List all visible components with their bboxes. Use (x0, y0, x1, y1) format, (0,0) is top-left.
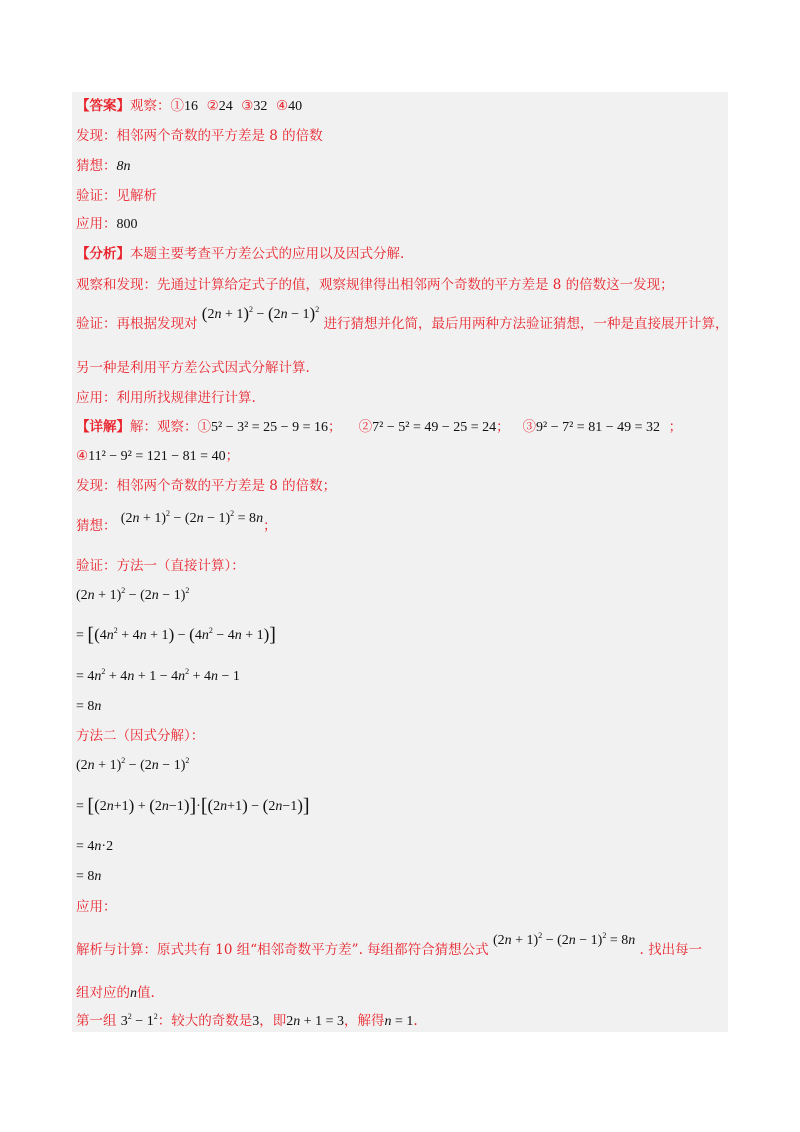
method2-title: 方法二（因式分解）： (76, 728, 205, 744)
analysis-verify-cont: 另一种是利用平方差公式因式分解计算. (76, 360, 310, 376)
answer-mark-3: ③ (241, 98, 254, 114)
apply-explain-b: 组对应的 (76, 985, 130, 1001)
method1-title: 验证：方法一（直接计算）： (76, 558, 245, 574)
apply-label: 应用： (76, 216, 117, 232)
method1-step-1: $(2n + 1)^2 - (2n - 1)^2$ (76, 586, 190, 603)
detail-guess-formula: $(2n + 1)^2 - (2n - 1)^2 = 8n$ (120, 509, 264, 526)
analysis-verify-suffix: 进行猜想并化简，最后用两种方法验证猜想，一种是直接展开计算， (323, 316, 729, 332)
answer-value-1: 16 (184, 99, 198, 114)
detail-lead: 解：观察： (130, 419, 198, 435)
group1-text3: ，解得 (344, 1013, 385, 1029)
group1-text2: ，即 (259, 1013, 287, 1029)
detail-apply-label: 应用： (76, 899, 117, 915)
detail-calc-3: 9² − 7² = 81 − 49 = 32 (536, 420, 660, 435)
analysis-observe-line: 观察和发现：先通过计算给定式子的值，观察规律得出相邻两个奇数的平方差是 8 的倍数这一发现； (76, 277, 674, 293)
detail-mark-4: ④ (76, 448, 89, 464)
detail-calc-4: 11² − 9² = 121 − 81 = 40 (88, 449, 226, 464)
analysis-tag: 【分析】 (76, 246, 130, 262)
discover-label: 发现： (76, 128, 117, 144)
verify-label: 验证： (76, 188, 117, 204)
detail-guess-line (76, 509, 277, 536)
discover-text: 相邻两个奇数的平方差是 8 的倍数 (116, 128, 323, 144)
answer-mark-1: ① (170, 98, 184, 114)
method2-step-3: = 4n·2 (76, 839, 114, 854)
detail-mark-1: ① (197, 419, 211, 435)
group1-result: n = 1 (384, 1014, 414, 1029)
apply-explain-line (76, 931, 703, 960)
detail-guess-label: 猜想： (76, 518, 117, 534)
answer-mark-4: ④ (276, 98, 289, 114)
apply-line (76, 215, 138, 234)
method2-step-4: = 8n (76, 869, 102, 884)
method1-step-2: = $[(4n^2 + 4n + 1) - (4n^2 - 4n + 1)]$ (76, 624, 276, 646)
apply-var-n: n (130, 986, 137, 1001)
detail-discover-line: 发现：相邻两个奇数的平方差是 8 的倍数； (76, 478, 337, 494)
analysis-formula: $(2n + 1)^2 - (2n - 1)^2$ (201, 304, 320, 323)
answer-value-3: 32 (253, 99, 268, 114)
observe-label: 观察： (130, 98, 171, 114)
detail-mark-2: ② (358, 419, 373, 435)
analysis-apply-line: 应用：利用所找规律进行计算. (76, 390, 256, 406)
detail-calc-1: 5² − 3² = 25 − 9 = 16 (211, 420, 328, 435)
apply-explain-a2: . 找出每一 (639, 942, 703, 958)
guess-value: 8n (116, 159, 131, 174)
detail-calc-2: 7² − 5² = 49 − 25 = 24 (372, 420, 497, 435)
group1-end: . (413, 1013, 418, 1029)
method1-step-4: = 8n (76, 699, 102, 714)
detail-observe-line (76, 418, 682, 437)
analysis-verify-line (76, 304, 729, 334)
answer-mark-2: ② (206, 98, 219, 114)
apply-explain-b2: 值. (137, 985, 155, 1001)
apply-explain-a1: 解析与计算：原式共有 10 组“相邻奇数平方差”. 每组都符合猜想公式 (76, 942, 489, 958)
apply-value: 800 (116, 217, 138, 232)
discover-line (76, 127, 323, 145)
group1-expr: $3^2 - 1^2$ (120, 1012, 158, 1029)
verify-text: 见解析 (116, 188, 157, 204)
answer-value-2: 24 (218, 99, 233, 114)
group1-label: 第一组 (76, 1013, 117, 1029)
guess-label: 猜想： (76, 158, 117, 174)
method1-step-3: = $4n^2 + 4n + 1 - 4n^2 + 4n - 1$ (76, 667, 240, 684)
answer-value-4: 40 (288, 99, 303, 114)
group1-odd: 3 (252, 1014, 260, 1029)
answer-tag: 【答案】 (76, 98, 130, 114)
method2-step-1: $(2n + 1)^2 - (2n - 1)^2$ (76, 756, 190, 773)
detail-sep-4: ； (225, 448, 240, 464)
apply-explain-cont (76, 984, 155, 1003)
detail-guess-sep: ； (263, 518, 277, 534)
detail-mark-3: ③ (522, 419, 537, 435)
detail-tag: 【详解】 (76, 419, 130, 435)
detail-sep-3: ； (668, 419, 683, 435)
apply-formula: $(2n + 1)^2 - (2n - 1)^2 = 8n$ (492, 931, 636, 948)
group1-text1: ：较大的奇数是 (157, 1013, 253, 1029)
guess-line (76, 157, 131, 176)
analysis-intro-line (76, 245, 404, 263)
method2-step-2: = [(2n+1) + (2n−1)]·[(2n+1) − (2n−1)] (76, 795, 310, 817)
detail-sep-1: ； (327, 419, 342, 435)
group1-line (76, 1012, 418, 1031)
detail-calc4-line (76, 447, 239, 466)
answer-line (76, 97, 302, 116)
analysis-verify-prefix: 验证：再根据发现对 (76, 316, 198, 332)
verify-line (76, 187, 157, 205)
group1-eq: 2n + 1 = 3 (286, 1014, 344, 1029)
analysis-intro: 本题主要考查平方差公式的应用以及因式分解. (130, 246, 405, 262)
detail-sep-2: ； (496, 419, 510, 435)
